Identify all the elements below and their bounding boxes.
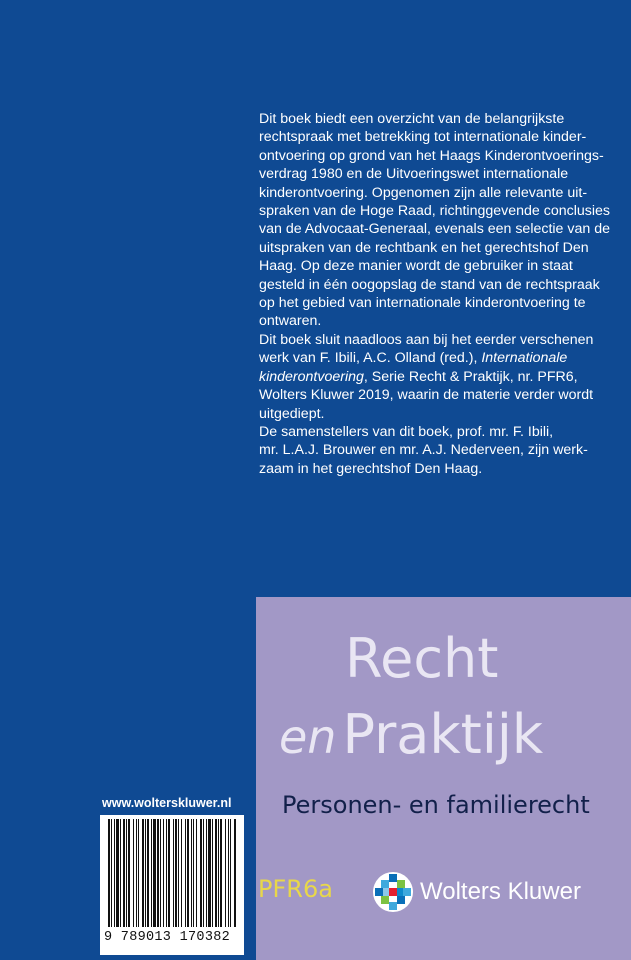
blurb-line: zaam in het gerechtshof Den Haag.	[259, 460, 483, 477]
barcode-bar	[234, 819, 236, 927]
barcode-bar	[160, 819, 161, 927]
barcode-bar	[126, 819, 127, 927]
barcode-bar	[114, 819, 115, 927]
barcode-bar	[225, 819, 226, 927]
barcode-bar	[196, 819, 197, 927]
barcode-bar	[187, 819, 189, 927]
barcode	[100, 815, 244, 955]
barcode-bar	[166, 819, 167, 927]
blurb-line: Dit boek biedt een overzicht van de belangrijkste	[259, 111, 565, 127]
blurb-line: rechtspraak met betrekking tot internationale kinder-	[259, 129, 587, 146]
barcode-bar	[185, 819, 186, 927]
blurb-line: op het gebied van internationale kinderontvoering te	[259, 295, 586, 312]
barcode-bar	[178, 819, 179, 927]
series-title-praktijk: Praktijk	[342, 703, 544, 766]
isbn-number: 9 789013 170382	[104, 930, 231, 945]
barcode-bar	[138, 819, 139, 927]
blurb-line: Wolters Kluwer 2019, waarin de materie verder wordt	[259, 387, 594, 404]
barcode-bar	[208, 819, 211, 927]
barcode-bar	[212, 819, 213, 927]
publisher-name: Wolters Kluwer	[420, 878, 581, 905]
barcode-bar	[203, 819, 204, 927]
series-title-recht: Recht	[345, 627, 499, 690]
blurb-line: De samenstellers van dit boek, prof. mr. F. Ibili,	[259, 423, 554, 440]
blurb-line: mr. L.A.J. Brouwer en mr. A.J. Nederveen, zijn werk-	[259, 442, 588, 459]
barcode-bar	[163, 819, 164, 927]
blurb-line	[259, 349, 629, 367]
barcode-bar	[157, 819, 159, 927]
barcode-bar	[136, 819, 137, 927]
barcode-bar	[147, 819, 149, 927]
barcode-bar	[215, 819, 217, 927]
blurb-line: verdrag 1980 en de Uitvoeringswet internationale	[259, 166, 569, 183]
barcode-bar	[173, 819, 174, 927]
barcode-bar	[168, 819, 170, 927]
blurb-line: spraken van de Hoge Raad, richtinggevende conclusies	[259, 203, 610, 220]
blurb-line: Dit boek sluit naadloos aan bij het eerder verschenen	[259, 331, 594, 348]
barcode-bar	[230, 819, 231, 927]
blurb-line: Haag. Op deze manier wordt de gebruiker in staat	[259, 258, 573, 275]
blurb-line: kinderontvoering. Opgenomen zijn alle relevante uit-	[259, 184, 588, 201]
barcode-bar	[123, 819, 125, 927]
series-title-en-praktijk	[279, 704, 543, 768]
barcode-bar	[220, 819, 222, 927]
barcode-bar	[108, 819, 110, 927]
barcode-bar	[133, 819, 134, 927]
series-title-en: en	[279, 710, 337, 764]
barcode-bar	[120, 819, 121, 927]
barcode-bar	[111, 819, 112, 927]
blurb-text	[259, 110, 629, 478]
barcode-bar	[128, 819, 130, 927]
blurb-line: uitspraken van de rechtbank en het gerechtshof Den	[259, 239, 589, 256]
barcode-bar	[193, 819, 194, 927]
blurb-line: uitgediept.	[259, 405, 325, 422]
blurb-line: ontvoering op grond van het Haags Kinderontvoerings-	[259, 147, 604, 164]
barcode-bar	[191, 819, 192, 927]
barcode-bar	[151, 819, 152, 927]
barcode-bars	[106, 819, 238, 929]
barcode-bar	[145, 819, 146, 927]
blurb-text-span: , Serie Recht & Praktijk, nr. PFR6,	[363, 368, 578, 385]
barcode-bar	[218, 819, 219, 927]
barcode-bar	[153, 819, 156, 927]
blurb-text-span: werk van F. Ibili, A.C. Olland (red.),	[259, 350, 482, 367]
barcode-bar	[200, 819, 202, 927]
book-title-italic: kinderontvoering	[259, 368, 364, 385]
barcode-bar	[175, 819, 177, 927]
series-code: PFR6a	[258, 875, 333, 903]
barcode-bar	[142, 819, 144, 927]
barcode-bar	[181, 819, 182, 927]
barcode-bar	[206, 819, 207, 927]
blurb-line: gesteld in één oogopslag de stand van de rechtspraak	[259, 276, 600, 293]
book-title-italic: Internationale	[481, 350, 568, 367]
series-subtitle: Personen- en familierecht	[282, 791, 590, 819]
blurb-line	[259, 368, 629, 386]
publisher-website: www.wolterskluwer.nl	[102, 796, 232, 810]
blurb-line: van de Advocaat-Generaal, evenals een selectie van de	[259, 221, 610, 238]
blurb-line: ontwaren.	[259, 313, 322, 330]
barcode-bar	[116, 819, 119, 927]
wolters-kluwer-logo-icon	[372, 871, 414, 913]
barcode-bar	[228, 819, 229, 927]
